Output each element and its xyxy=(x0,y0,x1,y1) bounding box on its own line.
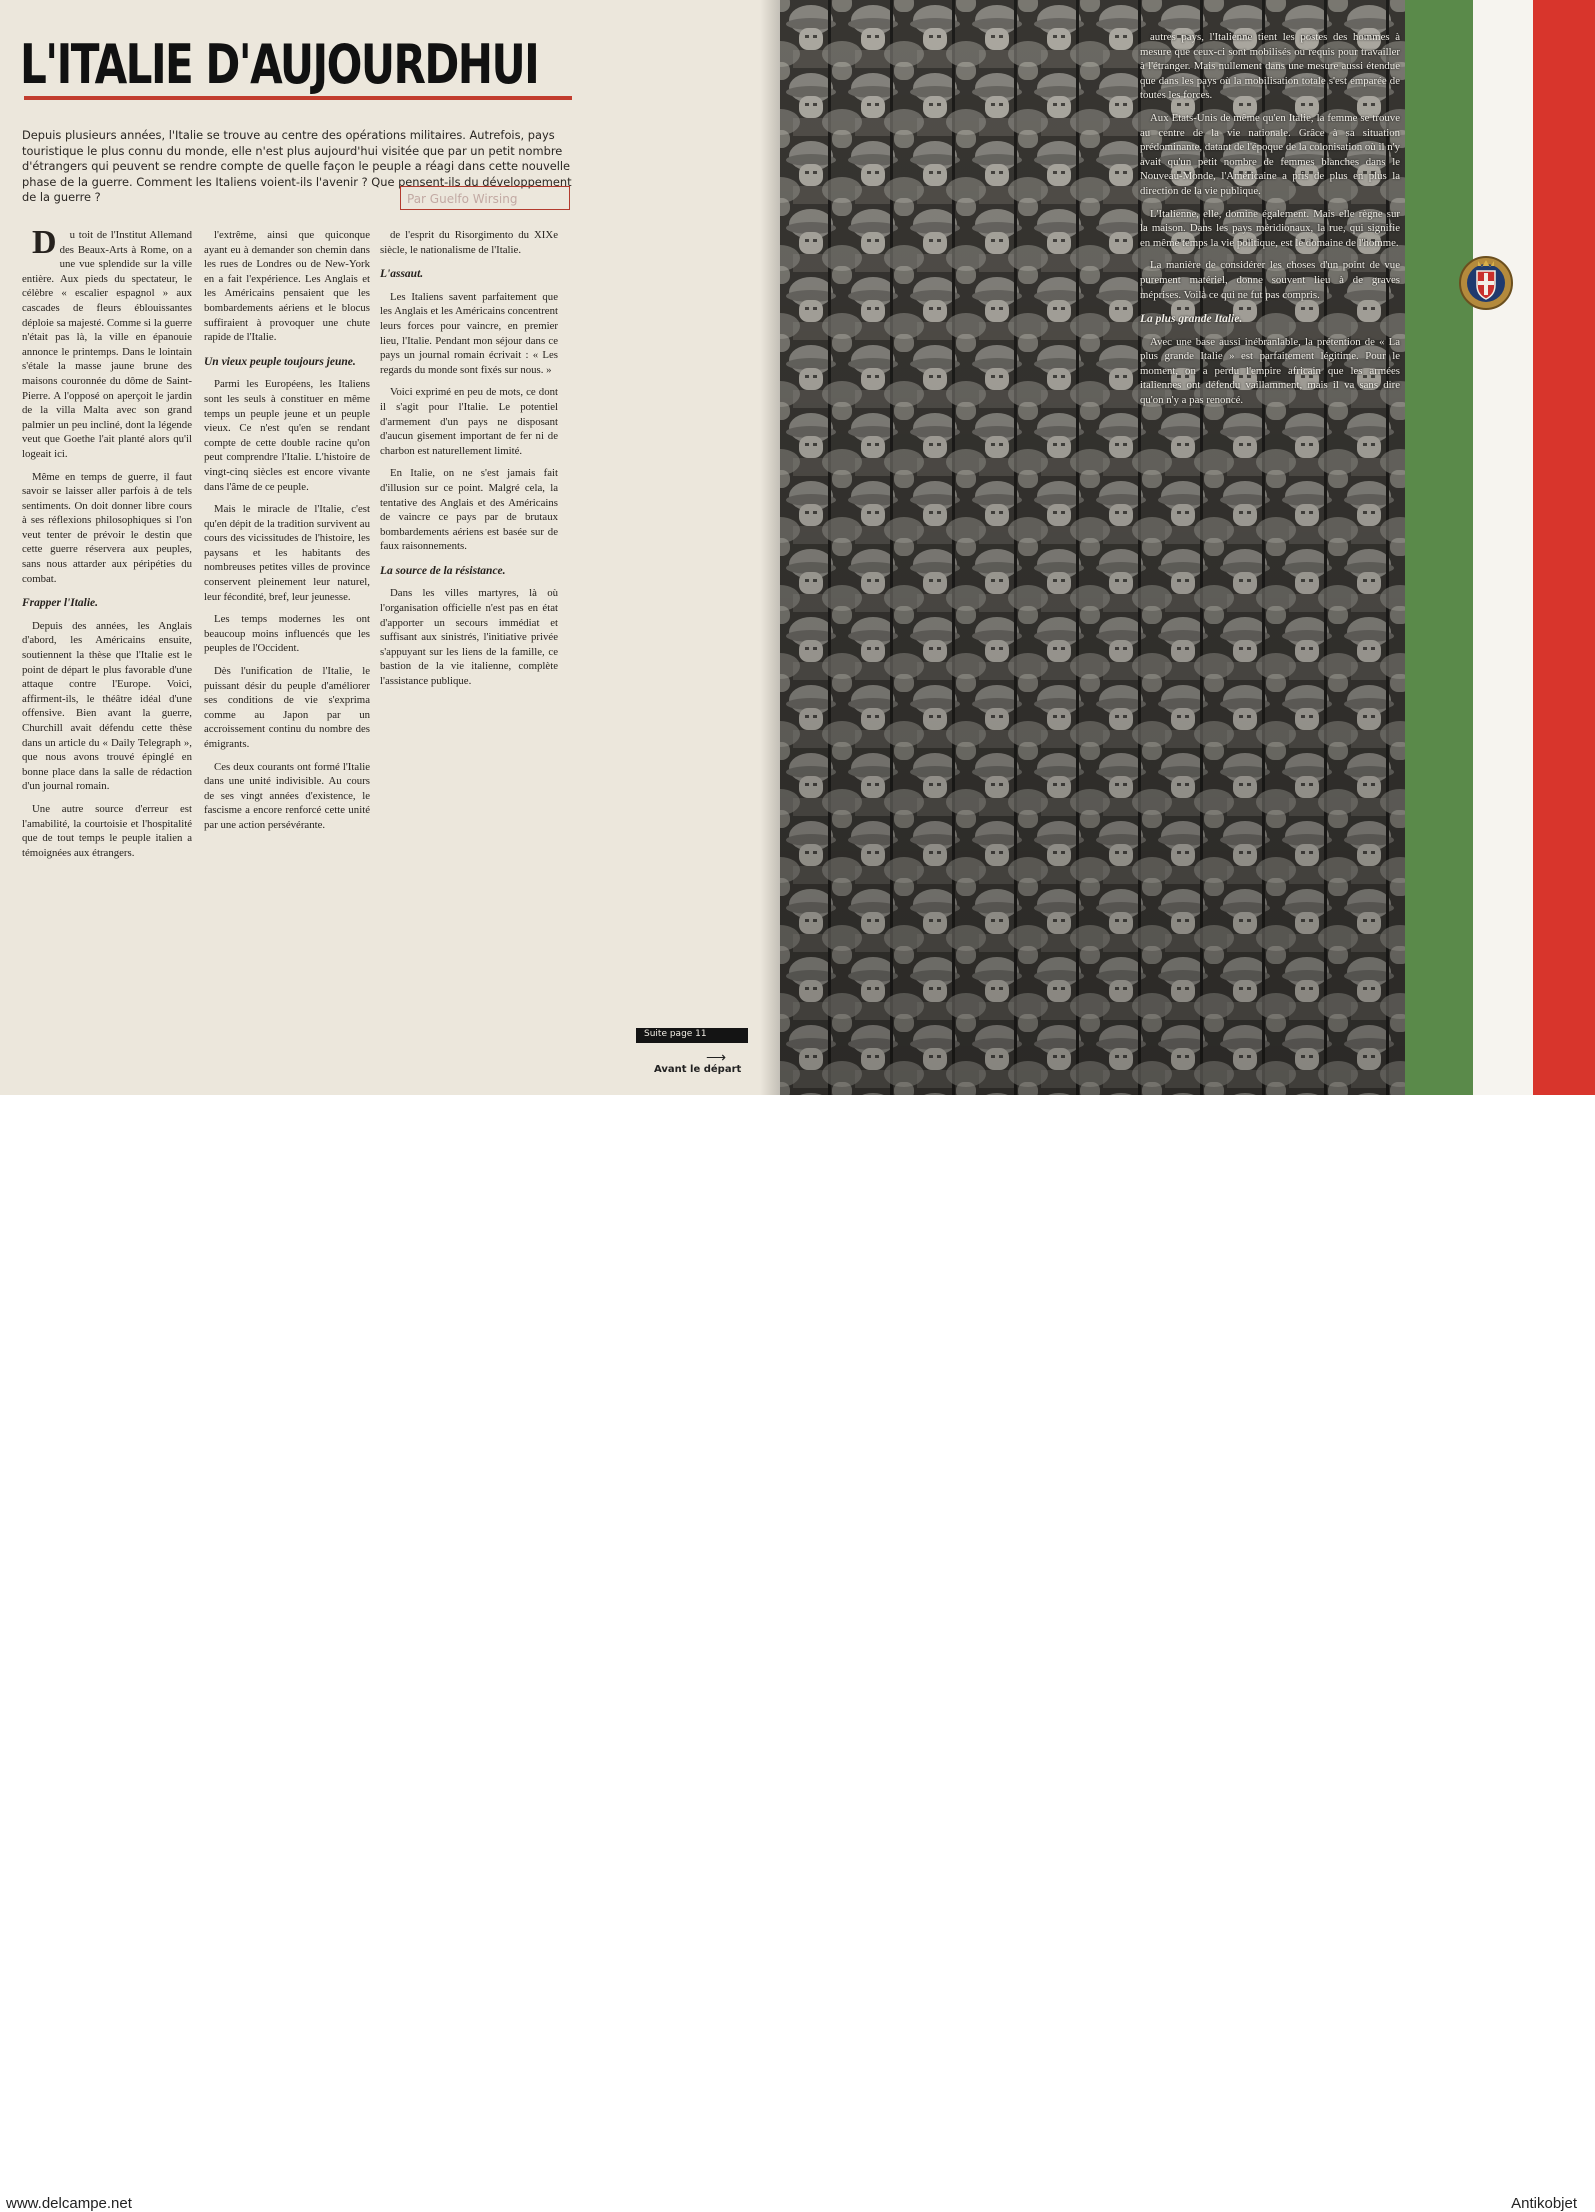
paragraph: l'extrême, ainsi que quiconque ayant eu à demander son chemin dans les rues de Londres ou de New-York en a fait l'expérience. Les Anglais et les Américains pensaient que les bombardements aériens et le blocus suffiraient à provoquer une chute rapide de l'Italie. xyxy=(204,229,370,344)
paragraph: Voici exprimé en peu de mots, ce dont il s'agit pour l'Italie. Le potentiel d'armement d'un pays ne disposant d'aucun gisement important de fer ni de charbon est naturellement limité. xyxy=(380,386,558,457)
paragraph: Les Italiens savent parfaitement que les Anglais et les Américains concentrent leurs forces pour vaincre, en premier lieu, l'Italie. Pendant mon séjour dans ce pays un journal romain écrivait : « Les regards du monde sont fixés sur nous. » xyxy=(380,290,558,376)
paragraph: Aux Etats-Unis de même qu'en Italie, la femme se trouve au centre de la vie nationale. Grâce à sa situation prédominante, datant de l'époque de la colonisation où il n'y avait qu'un petit nombre de femmes blanches dans le Nouveau-Monde, l'Américaine a pris de plus en plus la direction de la vie publique. xyxy=(1140,111,1400,197)
article-headline: L'ITALIE D'AUJOURDHUI xyxy=(20,33,539,96)
flag-stripe-green xyxy=(1405,0,1473,1095)
section-heading: Frapper l'Italie. xyxy=(22,597,99,610)
headline-underline xyxy=(24,96,572,100)
paragraph: L'Italienne, elle, domine également. Mais elle règne sur la maison. Dans les pays méridionaux, la rue, qui signifie en même temps la vie politique, est le domaine de l'homme. xyxy=(1140,207,1400,249)
right-page xyxy=(780,0,1595,1095)
paragraph: Parmi les Européens, les Italiens sont les seuls à constituer en même temps un peuple jeune et un peuple vieux. Ce n'est qu'en se rendant compte de cette double racine qu'on peut comprendre l'Italie. L'histoire de vingt-cinq siècles est encore vivante dans l'âme de ce peuple. xyxy=(204,378,370,493)
watermark-left: www.delcampe.net xyxy=(6,2195,132,2212)
byline-box xyxy=(400,186,570,210)
savoy-crest-icon xyxy=(1458,253,1514,313)
paragraph: Même en temps de guerre, il faut savoir se laisser aller parfois à de tels sentiments. On doit donner libre cours à ses réflexions philosophiques si l'on veut tenter de prévoir le destin que cette guerre réservera aux peuples, sans nous attarder aux péripéties du combat. xyxy=(22,470,192,585)
text-column-3 xyxy=(380,228,558,697)
left-page xyxy=(0,0,780,1095)
continued-label: Suite page 11 xyxy=(636,1028,748,1043)
magazine-spread xyxy=(0,0,1595,1095)
drop-cap: D xyxy=(32,224,57,261)
paragraph: Depuis des années, les Anglais d'abord, les Américains ensuite, soutiennent la thèse que l'Italie est le point de départ le plus favorable d'une attaque contre l'Europe. Voici, affirment-ils, le théâtre idéal d'une offensive. Bien avant la guerre, Churchill avait défendu cette thèse dans un article du « Daily Telegraph », que nous avons trouvé épinglé en bonne place dans la salle de rédaction d'un journal romain. xyxy=(22,619,192,793)
listing-footer xyxy=(0,1095,1595,2212)
paragraph: Une autre source d'erreur est l'amabilité, la courtoisie et l'hospitalité que de tout temps le peuple italien a témoignées aux étrangers. xyxy=(22,802,192,859)
paragraph: Ces deux courants ont formé l'Italie dans une unité indivisible. Au cours de ses vingt années d'existence, le fascisme a encore renforcé cette unité par une action persévérante. xyxy=(204,760,370,831)
text-column-1 xyxy=(22,224,192,868)
paragraph: En Italie, on ne s'est jamais fait d'illusion sur ce point. Malgré cela, la tentative des Anglais et des Américains de vaincre ce pays par de brutaux bombardements aériens est basée sur de faux raisonnements. xyxy=(380,467,558,553)
section-heading: La source de la résistance. xyxy=(380,564,506,577)
section-heading: La plus grande Italie. xyxy=(1140,313,1243,326)
arrow-right-icon: ⟶ xyxy=(706,1051,727,1066)
flag-stripe-red xyxy=(1533,0,1595,1095)
paragraph: Mais le miracle de l'Italie, c'est qu'en dépit de la tradition survivent au cours des vicissitudes de l'histoire, les paysans et les habitants des nombreuses petites villes de province conservent pleinement leur naturel, leur fécondité, bref, leur jeunesse. xyxy=(204,503,370,603)
paragraph: autres pays, l'Italienne tient les postes des hommes à mesure que ceux-ci sont mobilisés ou requis pour travailler à l'étranger. Mais nullement dans une mesure aussi étendue que dans les pays où la mobilisation totale s'est emparée de toutes les forces. xyxy=(1140,31,1400,102)
paragraph: u toit de l'Institut Allemand des Beaux-Arts à Rome, on a une vue splendide sur la ville entière. Aux pieds du spectateur, le célèbre « escalier espagnol » aux cascades de fleurs éblouissantes déploie sa majesté. Comme si la guerre n'était pas là, la ville en épanouie annonce le printemps. Dans le lointain s'étale la masse jaune brune des maisons couronnée du dôme de Saint-Pierre. A l'opposé on aperçoit le jardin de la villa Malta avec son grand palmier un peu incliné, dont la légende veut que Goethe l'ait planté alors qu'il logeait ici. xyxy=(22,229,192,460)
paragraph: Les temps modernes les ont beaucoup moins influencés que les peuples de l'Occident. xyxy=(204,613,370,655)
next-page-label: Avant le départ xyxy=(654,1064,742,1075)
byline: Par Guelfo Wirsing xyxy=(407,192,518,206)
paragraph: Dès l'unification de l'Italie, le puissant désir du peuple d'améliorer ses conditions de vie s'exprima comme au Japon par un accroissement continu du nombre des émigrants. xyxy=(204,665,370,750)
section-heading: Un vieux peuple toujours jeune. xyxy=(204,355,356,368)
paragraph: Dans les villes martyres, là où l'organisation officielle n'est pas en état d'apporter un secours immédiat et suffisant aux sinistrés, l'initiative privée s'appuyant sur les liens de la famille, ce bastion de la vie italienne, complète l'assistance publique. xyxy=(380,587,558,688)
photo-overlay-text xyxy=(1140,30,1400,416)
paragraph: de l'esprit du Risorgimento du XIXe siècle, le nationalisme de l'Italie. xyxy=(380,229,558,256)
watermark-right: Antikobjet xyxy=(1511,2195,1577,2212)
paragraph: Avec une base aussi inébranlable, la prétention de « La plus grande Italie » est parfaitement légitime. Pour le moment, on a perdu l'empire africain que les armées italiennes ont défendu vaillamment, mais il va sans dire qu'on n'y a pas renoncé. xyxy=(1140,335,1400,407)
paragraph: La manière de considérer les choses d'un point de vue purement matériel, donne souvent lieu à de graves méprises. Voilà ce qui ne fut pas compris. xyxy=(1140,259,1400,301)
flag-stripe-white xyxy=(1473,0,1533,1095)
article-intro: Depuis plusieurs années, l'Italie se trouve au centre des opérations militaires. Autrefois, pays touristique le plus connu du monde, elle n'est plus aujourd'hui visitée que par un petit nombre d'étrangers qui peuvent se rendre compte de quelle façon le peuple a réagi dans cette nouvelle phase de la guerre. Comment les Italiens voient-ils l'avenir ? Que pensent-ils du développement de la guerre ? xyxy=(22,128,572,204)
section-heading: L'assaut. xyxy=(380,268,424,281)
text-column-2 xyxy=(204,228,370,841)
